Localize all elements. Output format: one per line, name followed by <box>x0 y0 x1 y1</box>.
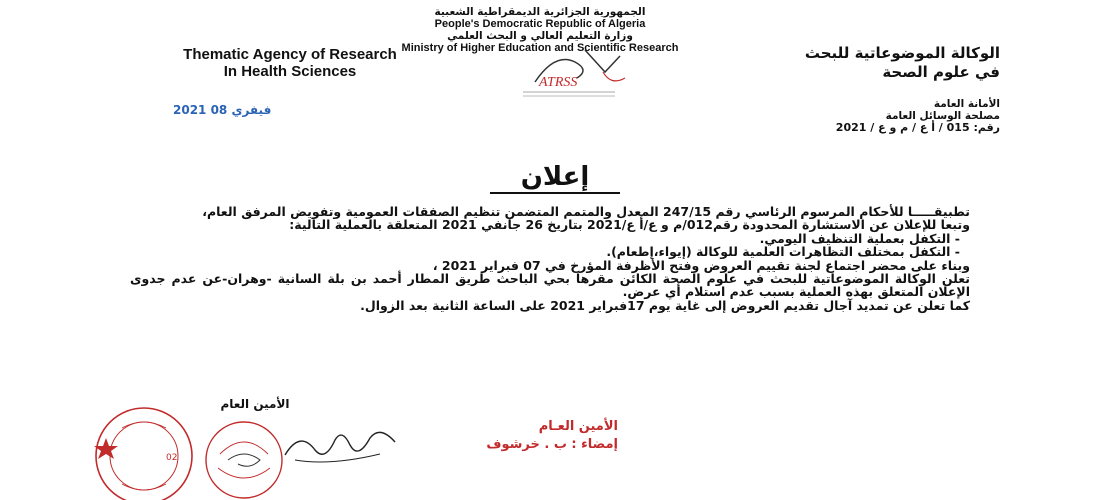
paragraph-4: تعلن الوكالة الموضوعاتية للبحث في علوم الصحة الكائن مقرها بحي الباحث طريق المطار أحمد بن بلة السانية -وهران-عن عدم جدوى الإعلان المتعلق بهذه العملية بسبب عدم استلام أي عرض. <box>130 271 970 300</box>
page-title: إعلان <box>490 162 620 194</box>
agency-en-line2: In Health Sciences <box>223 63 357 80</box>
reference-block <box>740 99 1000 134</box>
ref-number: رقم: 015 / أ ع / م و ع / 2021 <box>835 121 1000 134</box>
signatory-title: الأمين العام <box>220 397 290 411</box>
ministry-en: Ministry of Higher Education and Scientific Research <box>401 42 679 54</box>
agency-ar-line1: الوكالة الموضوعاتية للبحث <box>804 44 1000 62</box>
ref-line1: الأمانة العامة <box>933 98 1000 110</box>
agency-name-en <box>110 46 470 80</box>
republic-en: People's Democratic Republic of Algeria <box>434 18 646 30</box>
republic-ar: الجمهورية الجزائرية الديمقراطية الشعبية <box>434 6 646 18</box>
svg-text:02: 02 <box>166 453 178 463</box>
announcement-body <box>130 205 970 312</box>
agency-name-ar <box>700 44 1000 82</box>
bullet-1: - التكفل بعملية التنظيف اليومي. <box>759 230 960 246</box>
official-seal-icon <box>82 398 200 500</box>
paragraph-3: وبناء على محضر اجتماع لجنة تقييم العروض وفتح الأظرفة المؤرخ في 07 فبراير 2021 ، <box>432 257 970 273</box>
paragraph-2: وتبعا للإعلان عن الاستشارة المحدودة رقم012/م و ع/أ ع/2021 بتاريخ 26 جانفي 2021 المتعلقة بالعملية التالية: <box>289 217 970 233</box>
signature-stamp <box>368 418 618 454</box>
bullet-2: - التكفل بمختلف التظاهرات العلمية للوكالة (إيواء،إطعام). <box>606 244 960 260</box>
agency-logo <box>515 42 635 100</box>
agency-en-line1: Thematic Agency of Research <box>183 46 397 63</box>
ministry-ar: وزارة التعليم العالي و البحث العلمي <box>447 30 633 42</box>
agency-stamp-icon <box>198 410 290 500</box>
date-stamp: 2021 فيفري 08 <box>173 103 272 117</box>
stamp-title: الأمين العـام <box>538 419 618 434</box>
ref-line2: مصلحة الوسائل العامة <box>885 109 1000 122</box>
paragraph-5: كما تعلن عن تمديد آجال تقديم العروض إلى غاية يوم 17فبراير 2021 على الساعة الثانية بعد الزوال. <box>360 297 970 313</box>
logo-text: ATRSS <box>539 75 578 90</box>
agency-ar-line2: في علوم الصحة <box>882 63 1000 81</box>
stamp-signatory: إمضاء : ب . خرشوف <box>486 437 618 452</box>
paragraph-1: تطبيقـــــا للأحكام المرسوم الرئاسي رقم 247/15 المعدل والمتمم المتضمن تنظيم الصفقات العمومية وتفويض المرفق العام، <box>202 204 970 219</box>
